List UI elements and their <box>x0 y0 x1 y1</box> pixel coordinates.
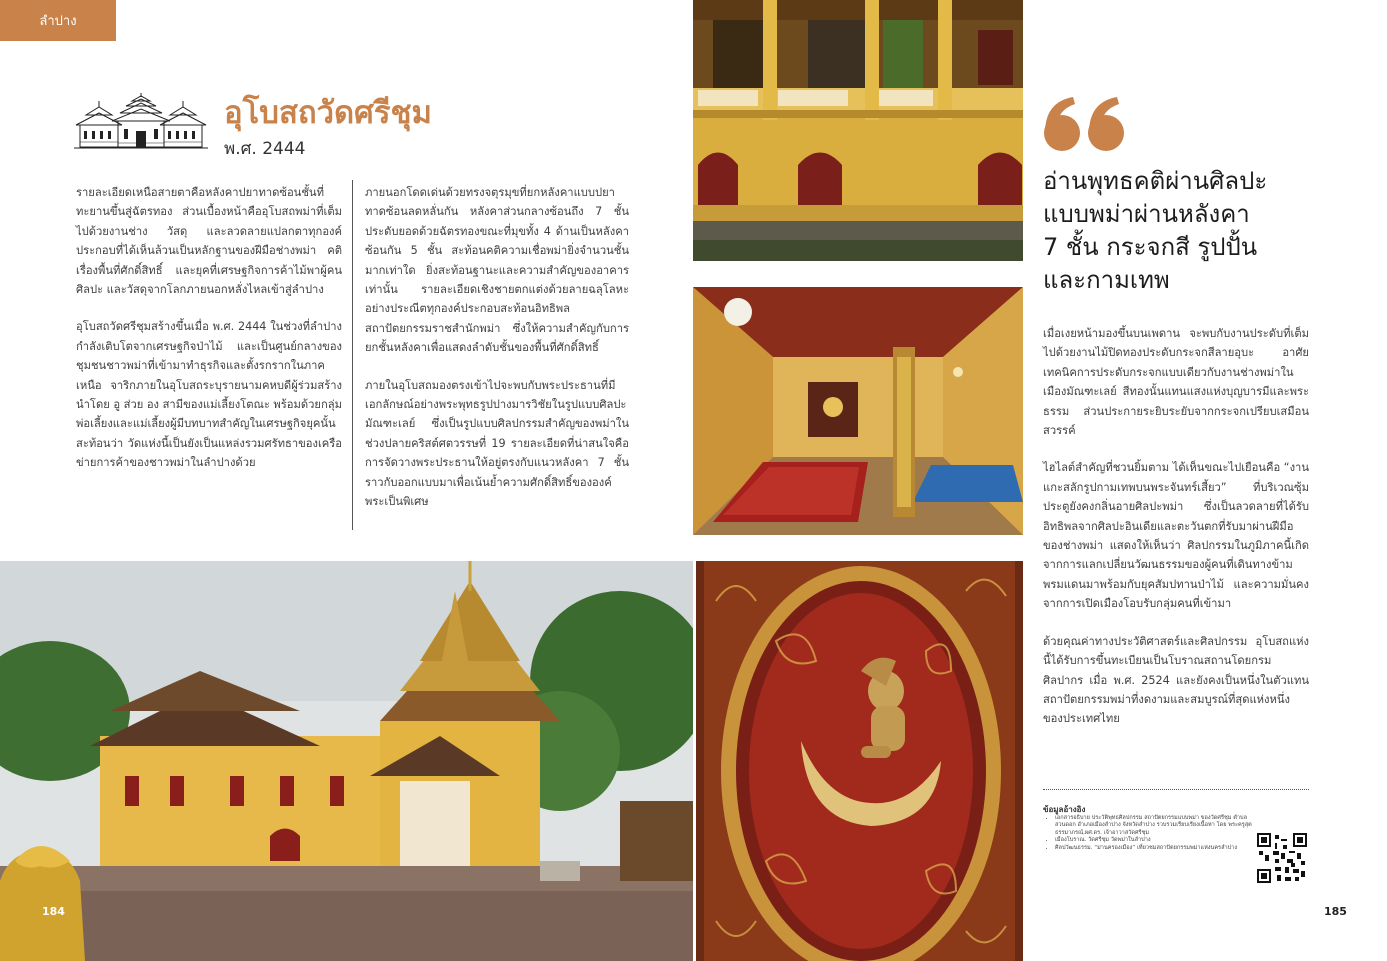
column-divider <box>352 180 353 530</box>
references-list <box>1043 815 1255 852</box>
section-tab <box>0 0 116 41</box>
dotted-divider <box>1043 789 1309 790</box>
photo-temple-interior <box>693 287 1023 535</box>
photo-temple-exterior <box>0 561 693 961</box>
paragraph: ภายในอุโบสถมองตรงเข้าไปจะพบกับพระประธานที่มีเอกลักษณ์อย่างพระพุทธรูปปางมารวิชัยในรูปแบบศิลปะมัณฑะเลย์ ซึ่งเป็นรูปแบบศิลปกรรมสำคัญของพม่าในช่วงปลายคริสต์ศตวรรษที่ 19 รายละเอียดที่น่าสนใจคือ การจัดวางพระประธานให้อยู่ตรงกับแนวหลังคา 7 ชั้น ราวกับออกแบบมาเพื่อเน้นย้ำความศักดิ์สิทธิ์ขององค์พระเป็นพิเศษ <box>365 378 629 509</box>
paragraph: ด้วยคุณค่าทางประวัติศาสตร์และศิลปกรรม อุโบสถแห่งนี้ได้รับการขึ้นทะเบียนเป็นโบราณสถานโดยกรมศิลปากร เมื่อ พ.ศ. 2524 และยังคงเป็นหนึ่งในตัวแทนสถาปัตยกรรมพม่าที่งดงามและสมบูรณ์ที่สุดแห่งหนึ่งของประเทศไทย <box>1043 634 1309 726</box>
photo-carved-door-panel <box>696 561 1023 961</box>
pull-quote-line: แบบพม่าผ่านหลังคา <box>1043 200 1250 228</box>
reference-item: • เอกสารอธิบาย ประวัติพุทธศิลปกรรม สถาปัตยกรรมแบบพม่า ของวัดศรีชุม ตำบลสวนดอก อำเภอเมืองลำปาง จังหวัดลำปาง รวบรวมเรียบเรียงเนื้อหา โดย พระครูสุตธรรมาภรณ์,ผศ.ดร. เจ้าอาวาสวัดศรีชุม <box>1055 815 1255 837</box>
qr-code-icon[interactable] <box>1257 833 1307 883</box>
page-number-left: 184 <box>42 905 65 918</box>
reference-item: • เมืองโบราณ. วัดศรีชุม วัดพม่าในลำปาง <box>1055 837 1255 844</box>
paragraph: รายละเอียดเหนือสายตาคือหลังคาปยาทาดซ้อนชั้นที่ทะยานขึ้นสู่ฉัตรทอง ส่วนเบื้องหน้าคืออุโบสถพม่าที่เต็มไปด้วยงานช่าง วัสดุ และลวดลายแปลกตาทุกองค์ประกอบที่ได้เห็นล้วนเป็นหลักฐานของฝีมือช่างพม่า คติเรื่องพื้นที่ศักดิ์สิทธิ์ และยุคที่เศรษฐกิจการค้าไม้พาผู้คน ศิลปะ และวัสดุจากโลกภายนอกหลั่งไหลเข้าสู่ลำปาง <box>76 186 342 297</box>
section-tab-label: ลำปาง <box>39 14 77 29</box>
reference-item: • ศิลปวัฒนธรรม. “ม่านครองเมือง” เที่ยวชมสถาปัตยกรรมพม่าแห่งนครลำปาง <box>1055 845 1255 852</box>
references-title: ข้อมูลอ้างอิง <box>1043 805 1086 814</box>
body-column-1 <box>76 183 342 491</box>
pull-quote-line: อ่านพุทธคติผ่านศิลปะ <box>1043 167 1268 195</box>
page-number-right: 185 <box>1324 905 1347 918</box>
pull-quote <box>1043 165 1363 297</box>
photo-temple-facade <box>693 0 1023 261</box>
paragraph: ภายนอกโดดเด่นด้วยทรงจตุรมุขที่ยกหลังคาแบบปยาทาดซ้อนลดหลั่นกัน หลังคาส่วนกลางซ้อนถึง 7 ชั้น ประดับยอดด้วยฉัตรทองขณะที่มุขทั้ง 4 ด้านเป็นหลังคาซ้อนกัน 5 ชั้น สะท้อนคติความเชื่อพม่ายิ่งจำนวนชั้นมากเท่าใด ยิ่งสะท้อนฐานะและความสำคัญของอาคารเท่านั้น รายละเอียดเชิงชายตกแต่งด้วยลายฉลุโลหะอย่างประณีตทุกองค์ประกอบสะท้อนอิทธิพลสถาปัตยกรรมราชสำนักพม่า ซึ่งให้ความสำคัญกับการยกชั้นหลังคาเพื่อแสดงลำดับชั้นของพื้นที่ศักดิ์สิทธิ์ <box>365 186 629 355</box>
paragraph: เมื่อเงยหน้ามองขึ้นบนเพดาน จะพบกับงานประดับที่เต็มไปด้วยงานไม้ปิดทองประดับกระจกสีลายอุบะ อาศัยเทคนิคการประดับกระจกแบบเดียวกับงานช่างพม่าในเมืองมัณฑะเลย์ สีทองนั้นแทนแสงแห่งบุญบารมีและพระธรรม ส่วนประกายระยิบระยับจากกระจกเปรียบเสมือนสวรรค์ <box>1043 327 1309 438</box>
article-title: อุโบสถวัดศรีชุม <box>224 95 432 131</box>
pull-quote-line: 7 ชั้น กระจกสี รูปปั้น <box>1043 233 1258 261</box>
sidebar-column <box>1043 324 1309 747</box>
pull-quote-line: และกามเทพ <box>1043 266 1170 294</box>
body-column-2 <box>365 183 629 530</box>
temple-sketch-illustration <box>74 93 208 151</box>
quotation-mark-icon <box>1043 96 1127 152</box>
article-subtitle: พ.ศ. 2444 <box>224 139 306 159</box>
paragraph: ไฮไลต์สำคัญที่ชวนยิ้มตาม ได้เห็นขณะไปเยือนคือ “งานแกะสลักรูปกามเทพบนพระจันทร์เสี้ยว” ที่บริเวณซุ้มประตูยังคงกลิ่นอายศิลปะพม่า ซึ่งเป็นลวดลายที่ได้รับอิทธิพลจากศิลปะอินเดียและตะวันตกที่รับมาผ่านฝีมือของช่างพม่า แสดงให้เห็นว่า ศิลปกรรมในภูมิภาคนี้เกิดจากการแลกเปลี่ยนวัฒนธรรมของผู้คนที่เดินทางข้ามพรมแดนมาพร้อมกับยุคสัมปทานป่าไม้ และความมั่นคงจากการเปิดเมืองโอบรับกลุ่มคนที่เข้ามา <box>1043 461 1309 611</box>
paragraph: อุโบสถวัดศรีชุมสร้างขึ้นเมื่อ พ.ศ. 2444 ในช่วงที่ลำปางกำลังเติบโตจากเศรษฐกิจป่าไม้ และเป็นศูนย์กลางของชุมชนชาวพม่าที่เข้ามาทำธุรกิจและตั้งรกรากในภาคเหนือ จาริกภายในอุโบสถระบุรายนามคหบดีผู้ร่วมสร้าง นำโดย อู ส่วย อง สามีของแม่เลี้ยงโตณะ พร้อมด้วยกลุ่มพ่อเลี้ยงและแม่เลี้ยงผู้มีบทบาทสำคัญในเศรษฐกิจยุคนั้น สะท้อนว่า วัดแห่งนี้เป็นยังเป็นแหล่งรวมศรัทธาของเครือข่ายการค้าของชาวพม่าในลำปางด้วย <box>76 320 342 470</box>
